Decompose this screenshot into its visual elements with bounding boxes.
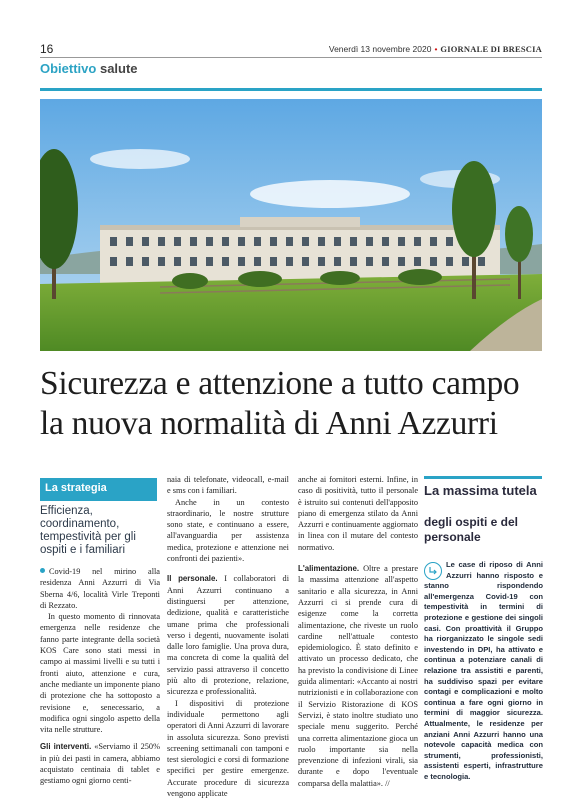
dateline (329, 44, 542, 54)
icon-spacer (424, 560, 446, 580)
headline-line-2: la nuova normalità di Anni Azzurri (40, 405, 498, 442)
paragraph-lead: L'alimentazione. (298, 564, 360, 574)
residence-photo (40, 99, 542, 351)
section-secondary: salute (99, 61, 138, 76)
article-paragraph: Anche in un contesto straordinario, le nostre strutture sono state, e continuano a essere, all'avanguardia per assistenza medica, protezione e attenzione nei confronti dei pazienti». (167, 497, 289, 564)
paragraph-text: Oltre a prestare la massima attenzione all'aspetto sanitario e alla sicurezza, in Anni Azzurri ci si prende cura di esigenze come la corretta alimentazione, che riveste un ruolo cardine nell'attuale contesto epidemiologico. È stato definito e attivato un processo dedicato, che ha previsto la condivisione di Linee guida alimentari: «Accanto ai nostri nutrizionisti e in collaborazione con il Servizio Ristorazione di KOS Servizi, è stato inoltre studiato uno speciale menu suggerito. Perché una corretta alimentazione gioca un ruolo importante sia nella prevenzione di infezioni virali, sia durante e dopo l'eventuale comparsa della malattia». // (298, 564, 418, 788)
section-rule (40, 88, 542, 91)
article-paragraph (40, 741, 160, 786)
article-paragraph (298, 563, 418, 789)
strategia-subtitle: Efficienza, coordinamento, tempestività per gli ospiti e i familiari (40, 505, 136, 556)
paragraph-lead: Gli interventi. (40, 742, 92, 752)
sidebar-text: Le case di riposo di Anni Azzurri hanno risposto e stanno rispondendo all'emergenza Covid-19 con tempestività in termini di protezione e gestione dei singoli casi. Con proattività il Gruppo ha riorganizzato le singole sedi investendo in DPI, ha attivato e continua a potenziare canali di relazione tra assistiti e parenti, ha suddiviso spazi per evitare contagi e complicazioni e molto continua a fare ogni giorno in termini di maggior sicurezza. Attualmente, le residenze per anziani Anni Azzurri hanno una notevole capacità medica con strumenti, professionisti, assistenti esperti, infrastrutture e tecnologia. (424, 560, 543, 781)
article-column-2 (167, 474, 289, 799)
strategia-label-box (40, 478, 157, 501)
headline-line-1: Sicurezza e attenzione a tutto campo (40, 365, 520, 402)
article-column-3 (298, 474, 418, 789)
article-paragraph: anche ai fornitori esterni. Infine, in caso di positività, tutto il personale è istruito sui contenuti dell'apposito piano di emergenza stilato da Anni Azzurri e continuamente aggiornato in linea con il mutare del contesto normativo. (298, 475, 418, 552)
article-paragraph (167, 573, 289, 697)
separator-icon: • (434, 44, 438, 54)
article-paragraph: I dispositivi di protezione individuale permettono agli operatori di Anni Azzurri di lavorare in assoluta sicurezza. Sono previsti screening settimanali con tamponi e test sierologici e corsi di formazione specifici per gestire emergenze. Accurate procedure di sicurezza vengono applicate (167, 698, 289, 799)
paragraph-text: Covid-19 nel mirino alla residenza Anni Azzurri di Via Sberna 4/6, località Virle Treponti di Rezzato. (40, 567, 160, 610)
newspaper-name: GIORNALE DI BRESCIA (440, 44, 542, 54)
article-paragraph: naia di telefonate, videocall, e-mail e sms con i familiari. (167, 475, 289, 496)
section-primary: Obiettivo (40, 61, 97, 76)
paragraph-lead: Il personale. (167, 574, 218, 584)
header-rule (40, 57, 542, 58)
issue-date: Venerdì 13 novembre 2020 (328, 44, 432, 54)
article-paragraph: In questo momento di rinnovata emergenza nelle residenze che fanno parte integrante della società KOS Care sono stati messi in campo ai massimi livelli e su tutti i fronti aiuto, attenzione e cura, anche mediante un imponente piano di protezione che ha sottoposto a revisione e, senecessario, a modifica ogni singolo aspetto della vita nelle strutture. (40, 612, 160, 735)
sidebar-body (424, 560, 543, 782)
strategia-label: La strategia (45, 482, 107, 494)
sidebar-rule (424, 476, 542, 479)
paragraph-text: «Serviamo il 250% in più dei pasti in camera, abbiamo acquistato centinaia di tablet e gestiamo ogni giorno centi- (40, 742, 160, 786)
sidebar-subtitle: degli ospiti e del personale (424, 515, 519, 544)
article-paragraph (40, 566, 160, 611)
bullet-icon (40, 568, 45, 573)
article-column-1 (40, 566, 160, 787)
sidebar-title: La massima tutela (424, 483, 537, 498)
page-number: 16 (40, 42, 54, 56)
headline (40, 364, 550, 444)
section-title (40, 61, 138, 76)
paragraph-text: I collaboratori di Anni Azzurri continuano a distinguersi per attenzione, dedizione, qualità e caratteristiche umane prima che professionali verso i degenti, nuovamente isolati dalle loro famiglie. Una prova dura, ma concreta di come la qualità del servizio passi attraverso il concetto più alto di protezione, relazione, sicurezza e professionalità. (167, 574, 289, 697)
